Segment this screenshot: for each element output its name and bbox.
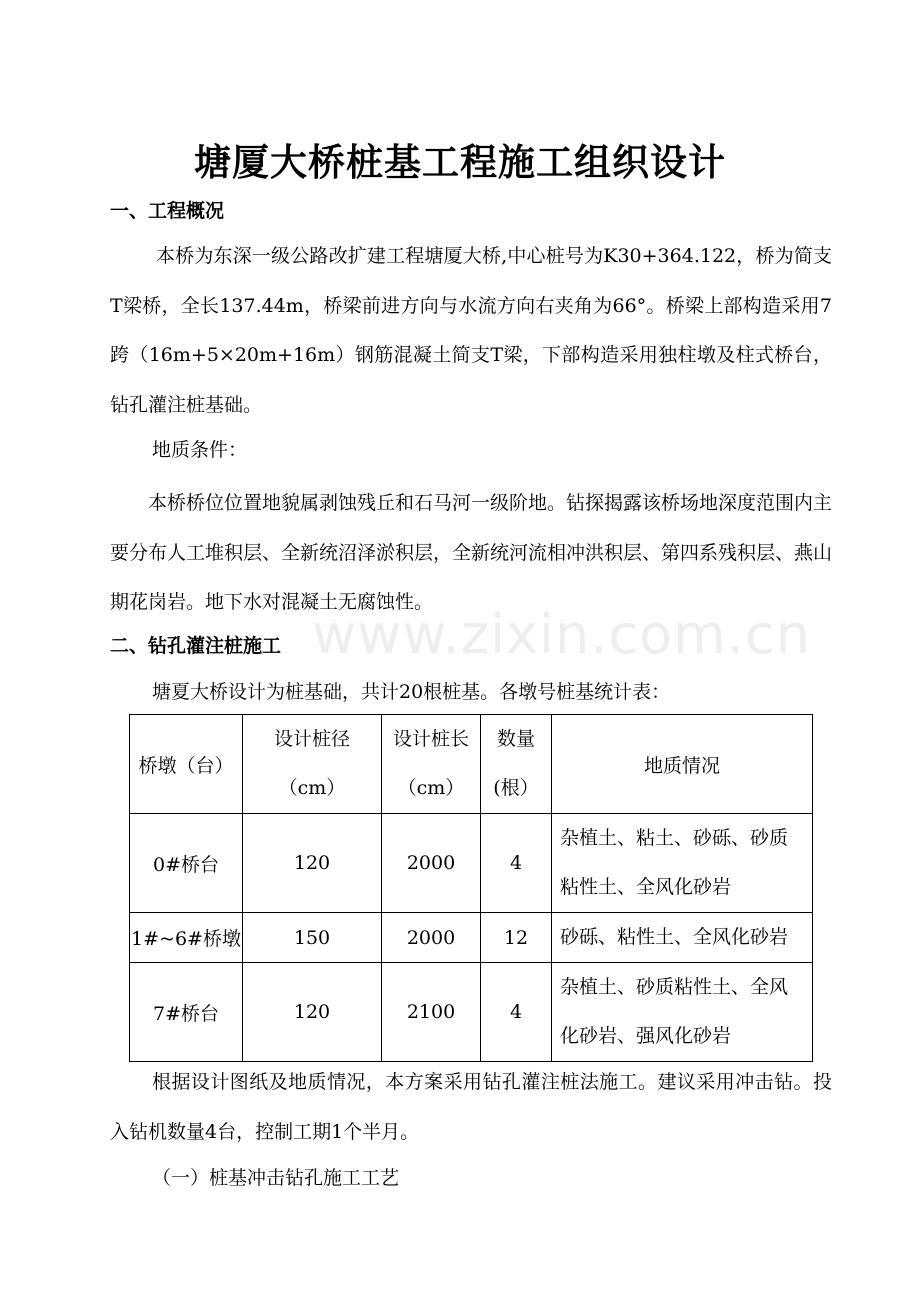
cell-geology: 砂砾、粘性土、全风化砂岩	[552, 913, 813, 963]
cell-pier: 7#桥台	[130, 963, 243, 1062]
document-title: 塘厦大桥桩基工程施工组织设计	[194, 140, 726, 184]
method-paragraph: 根据设计图纸及地质情况，本方案采用钻孔灌注桩法施工。建议采用冲击钻。投入钻机数量4台，控制工期1个半月。	[110, 1071, 832, 1143]
geology-paragraph: 本桥桥位位置地貌属剥蚀残丘和石马河一级阶地。钻探揭露该桥场地深度范围内主要分布人工堆积层、全新统沼泽淤积层，全新统河流相冲洪积层、第四系残积层、燕山期花岗岩。地下水对混凝土无腐蚀性。	[110, 492, 833, 613]
header-geology: 地质情况	[552, 715, 813, 814]
table-intro: 塘夏大桥设计为桩基础，共计20根桩基。各墩号桩基统计表：	[152, 681, 671, 703]
table-header-row	[130, 715, 813, 814]
cell-length: 2000	[382, 913, 481, 963]
header-count: 数量 (根）	[481, 715, 552, 814]
header-pier: 桥墩（台）	[130, 715, 243, 814]
watermark: www.zixin.com.cn	[312, 603, 811, 666]
header-length: 设计桩长 （cm）	[382, 715, 481, 814]
table-row	[130, 913, 813, 963]
cell-diameter: 120	[243, 963, 382, 1062]
cell-count: 12	[481, 913, 552, 963]
cell-pier: 1#~6#桥墩	[130, 913, 243, 963]
cell-geology: 杂植土、砂质粘性土、全风化砂岩、强风化砂岩	[552, 963, 813, 1062]
subsection-heading-percussion-drilling: （一）桩基冲击钻孔施工工艺	[152, 1167, 400, 1189]
cell-count: 4	[481, 963, 552, 1062]
section-heading-bored-piles: 二、钻孔灌注桩施工	[110, 635, 282, 657]
table-row	[130, 814, 813, 913]
cell-diameter: 120	[243, 814, 382, 913]
cell-length: 2000	[382, 814, 481, 913]
cell-geology: 杂植土、粘土、砂砾、砂质粘性土、全风化砂岩	[552, 814, 813, 913]
section-heading-overview: 一、工程概况	[110, 200, 225, 222]
geology-label: 地质条件：	[152, 439, 248, 461]
overview-paragraph: 本桥为东深一级公路改扩建工程塘厦大桥,中心桩号为K30+364.122，桥为简支T梁桥，全长137.44m，桥梁前进方向与水流方向右夹角为66°。桥梁上部构造采用7跨（16m+5×20m+16m）钢筋混凝土简支T梁，下部构造采用独柱墩及柱式桥台，钻孔灌注桩基础。	[110, 245, 832, 416]
cell-count: 4	[481, 814, 552, 913]
header-diameter: 设计桩径 （cm）	[243, 715, 382, 814]
cell-pier: 0#桥台	[130, 814, 243, 913]
cell-length: 2100	[382, 963, 481, 1062]
pile-statistics-table	[129, 714, 813, 1062]
cell-diameter: 150	[243, 913, 382, 963]
table-row	[130, 963, 813, 1062]
